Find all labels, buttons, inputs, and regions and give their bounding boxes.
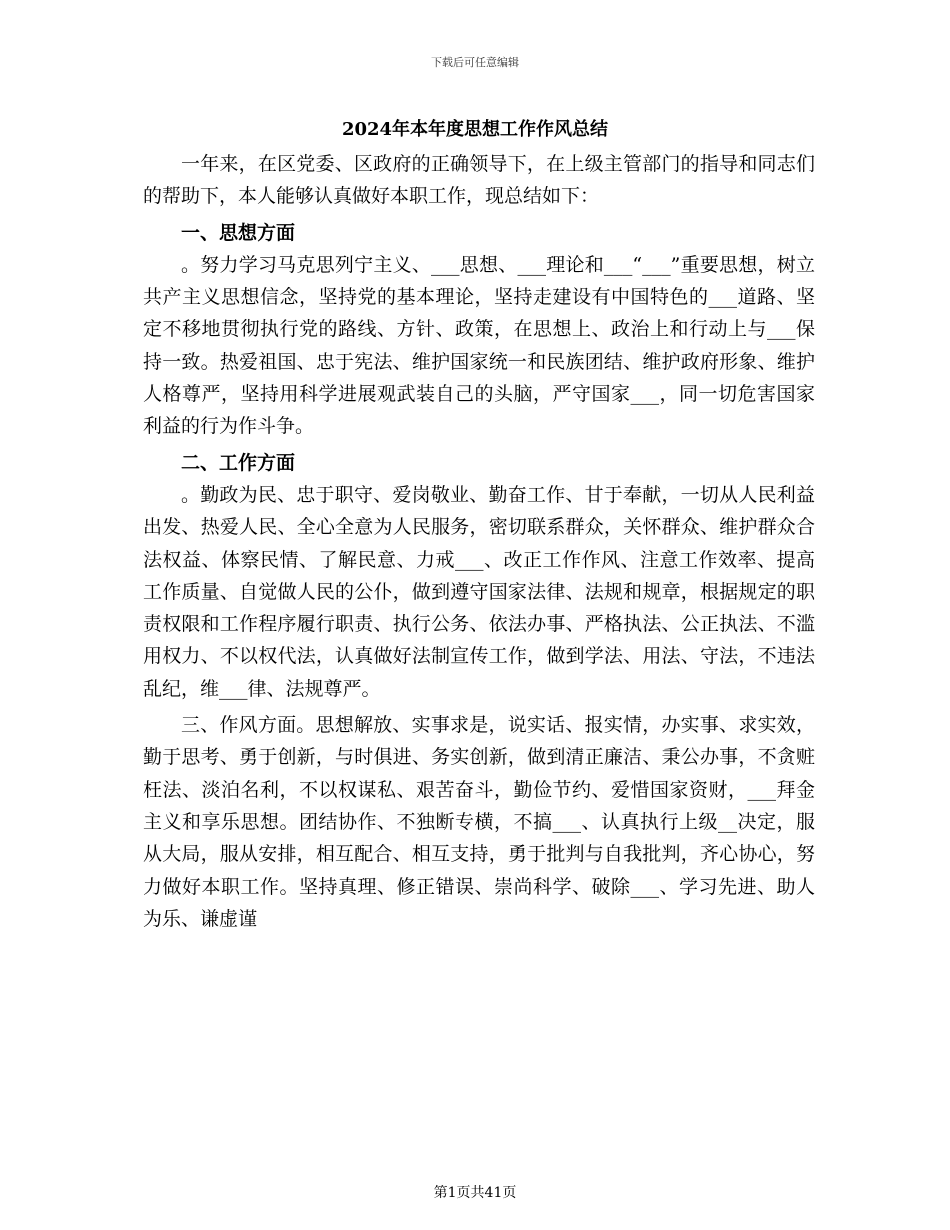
page-number: 第1页共41页 (433, 1185, 517, 1201)
section-body-work: 。勤政为民、忠于职守、爱岗敬业、勤奋工作、甘于奉献，一切从人民利益出发、热爱人民、全心全意为人民服务，密切联系群众，关怀群众、维护群众合法权益、体察民情、了解民意、力戒___、改正工作作风、注意工作效率、提高工作质量、自觉做人民的公仆，做到遵守国家法律、法规和规章，根据规定的职责权限和工作程序履行职责、执行公务、依法办事、严格执法、公正执法、不滥用权力、不以权代法，认真做好法制宣传工作，做到学法、用法、守法，不违法乱纪，维___律、法规尊严。 (143, 483, 815, 700)
page-header-note: 下载后可任意编辑 (431, 56, 519, 69)
document-title: 2024年本年度思想工作作风总结 (341, 119, 609, 140)
section-body-thought: 。努力学习马克思列宁主义、___思想、___理论和___“___”重要思想，树立共产主义思想信念，坚持党的基本理论，坚持走建设有中国特色的___道路、坚定不移地贯彻执行党的路线、方针、政策，在思想上、政治上和行动上与___保持一致。热爱祖国、忠于宪法、维护国家统一和民族团结、维护政府形象、维护人格尊严，坚持用科学进展观武装自己的头脑，严守国家___，同一切危害国家利益的行为作斗争。 (143, 253, 815, 438)
document-body (143, 148, 815, 935)
section-heading-thought: 一、思想方面 (181, 221, 296, 244)
section-body-style: 三、作风方面。思想解放、实事求是，说实话、报实情，办实事、求实效，勤于思考、勇于创新，与时俱进、务实创新，做到清正廉洁、秉公办事，不贪赃枉法、淡泊名利，不以权谋私、艰苦奋斗，勤俭节约、爱惜国家资财，___拜金主义和享乐思想。团结协作、不独断专横，不搞___、认真执行上级__决定，服从大局，服从安排，相互配合、相互支持，勇于批判与自我批判，齐心协心，努力做好本职工作。坚持真理、修正错误、崇尚科学、破除___、学习先进、助人为乐、谦虚谨 (143, 714, 815, 930)
section-heading-work: 二、工作方面 (181, 451, 296, 474)
intro-paragraph: 一年来，在区党委、区政府的正确领导下，在上级主管部门的指导和同志们的帮助下，本人能够认真做好本职工作，现总结如下： (143, 153, 815, 208)
